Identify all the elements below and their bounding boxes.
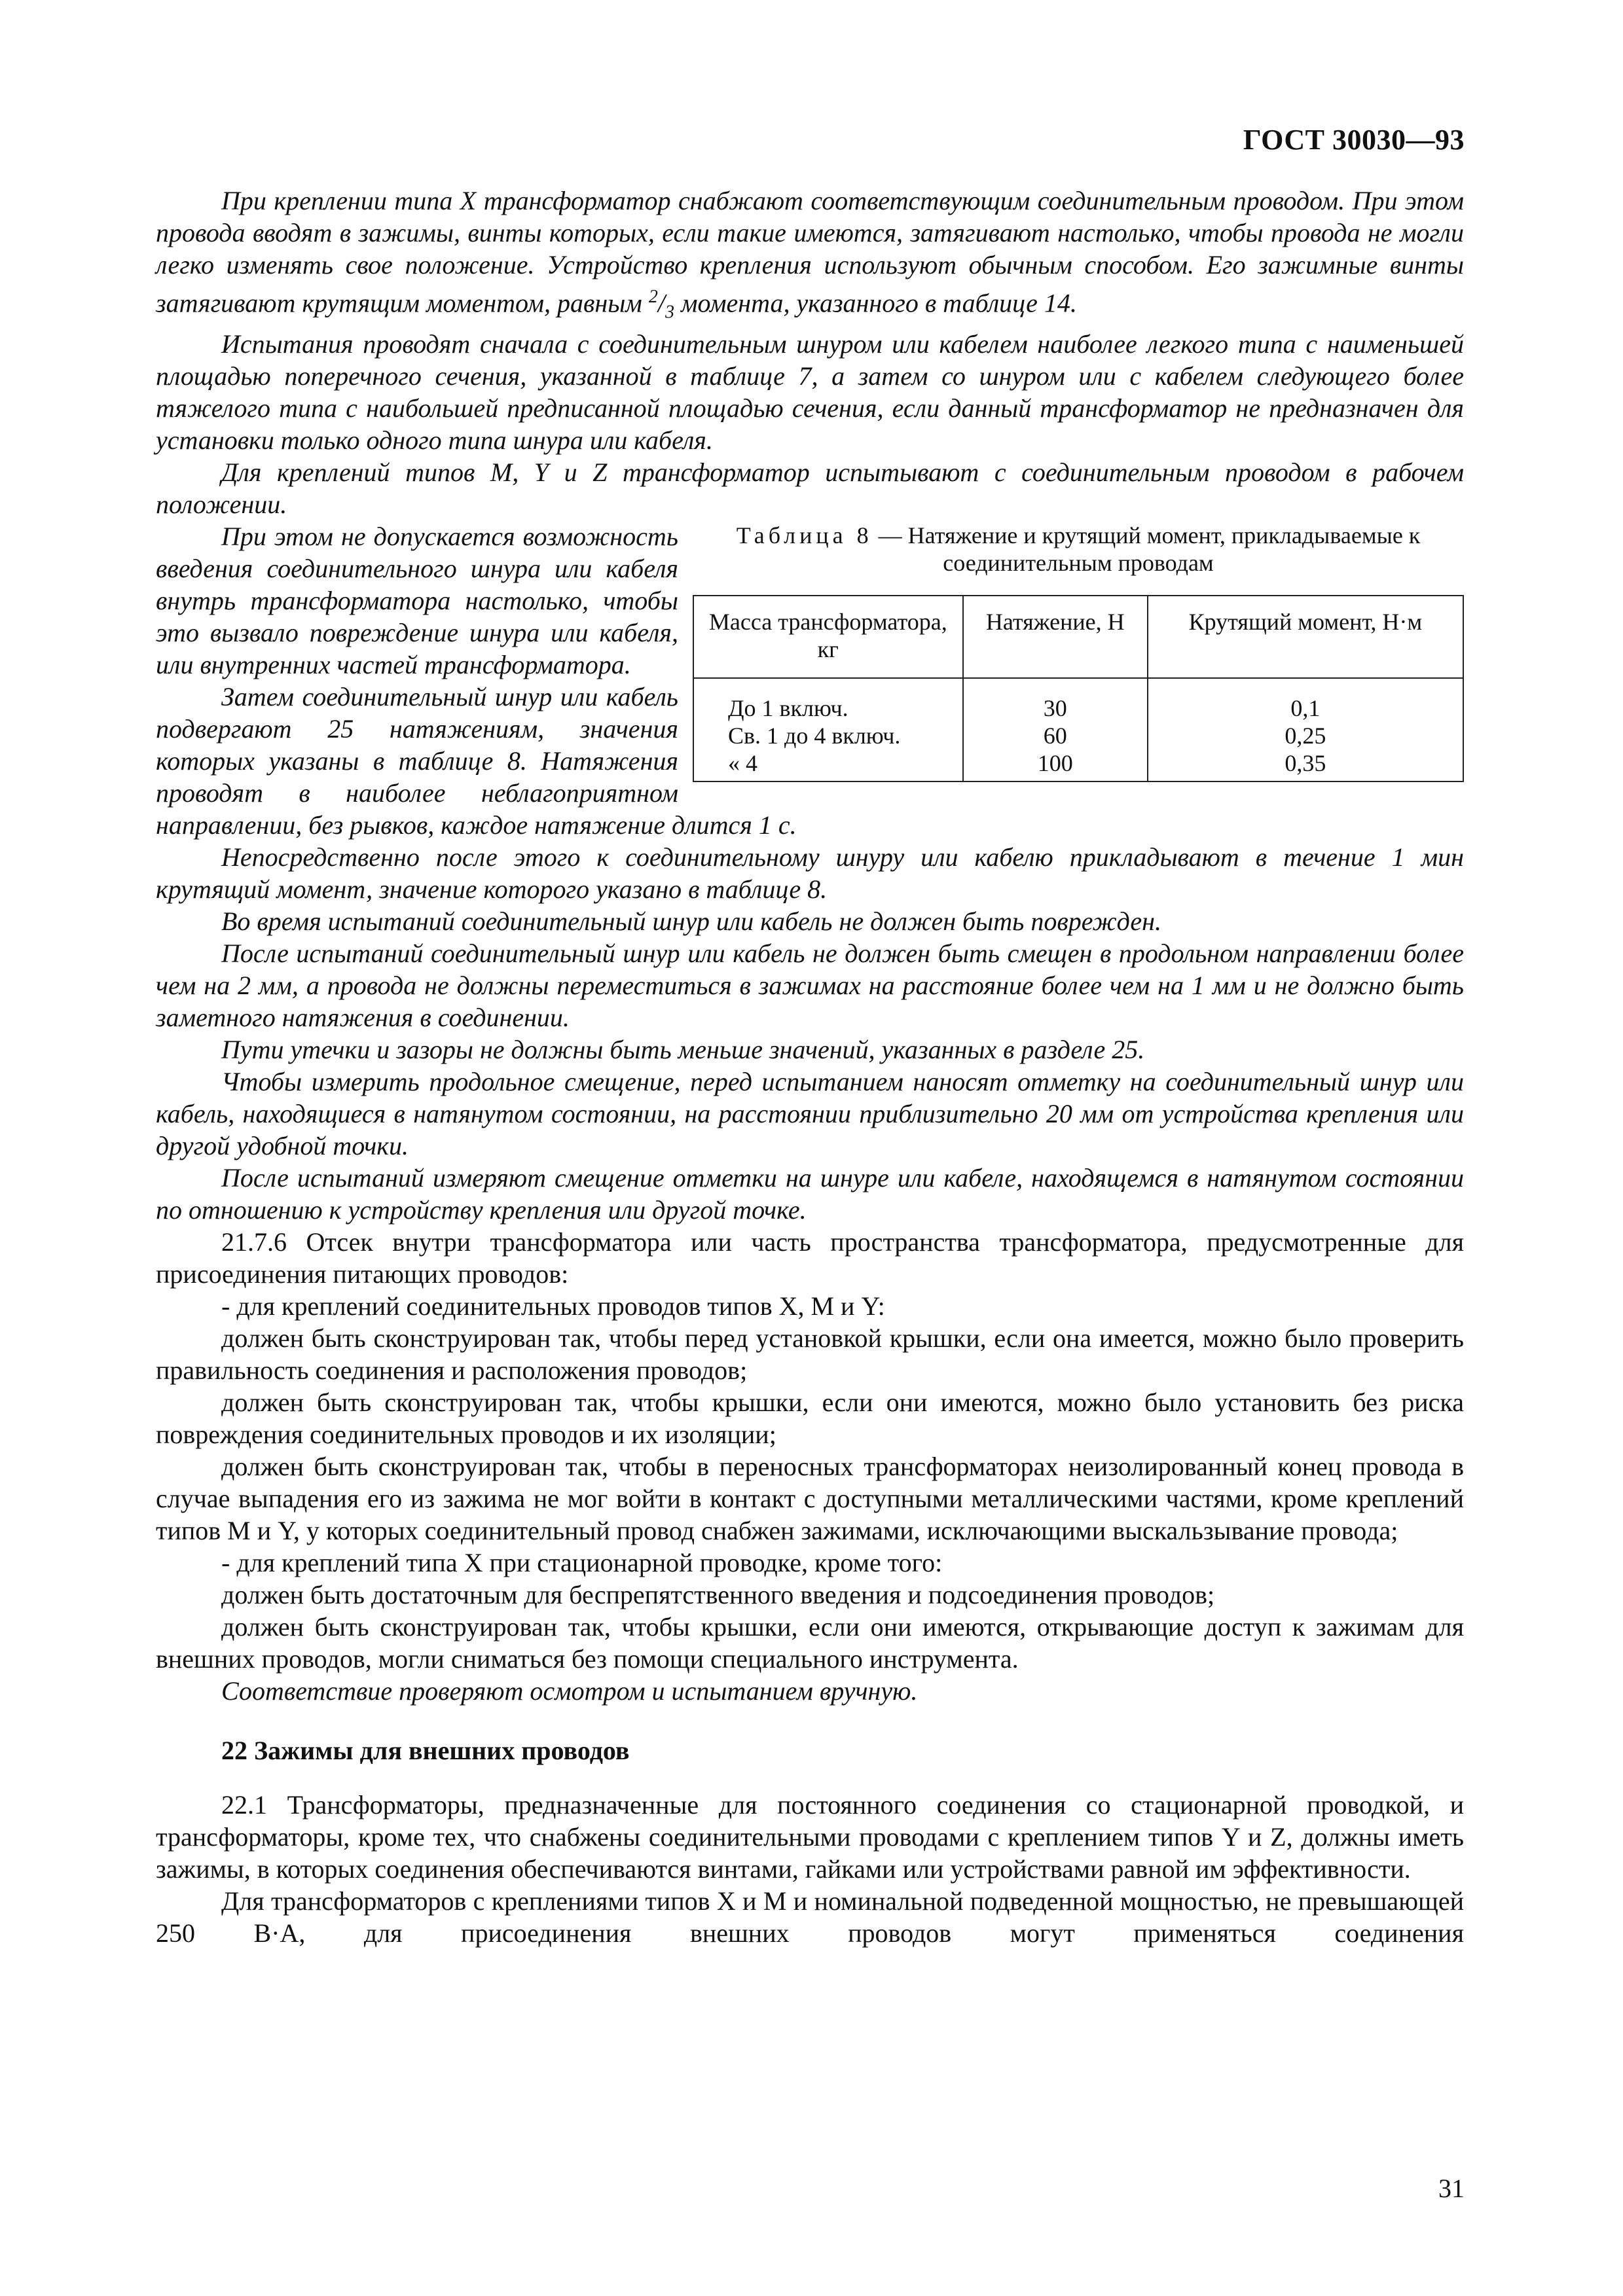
table-row (693, 749, 1463, 781)
paragraph: После испытаний измеряют смещение отметки на шнуре или кабеле, находящемся в натянутом состоянии по отношению к устройству крепления или другой точке. (156, 1163, 1464, 1225)
document-number: ГОСТ 30030—93 (1243, 124, 1465, 156)
paragraph: Непосредственно после этого к соединительному шнуру или кабелю прикладывают в течение 1 мин крутящий момент, значение которого указано в таблице 8. (156, 842, 1464, 905)
paragraph: должен быть сконструирован так, чтобы в переносных трансформаторах неизолированный конец провода в случае выпадения его из зажима не мог войти в контакт с доступными металлическими частями, кроме креплений типов M и Y, у которых соединительный провод снабжен зажимами, исключающими выскальзывание провода; (156, 1452, 1464, 1546)
table-caption: Таблица 8 — Натяжение и крутящий момент, прикладываемые к соединительным проводам (736, 522, 1421, 577)
paragraph: Во время испытаний соединительный шнур или кабель не должен быть поврежден. (221, 906, 1161, 937)
table-header-row (693, 596, 1463, 678)
clause-21-7-6: 21.7.6 Отсек внутри трансформатора или часть пространства трансформатора, предусмотренные для присоединения питающих проводов: (156, 1227, 1464, 1289)
paragraph: Затем соединительный шнур или кабель подвергают 25 натяжениям, значения которых указаны в таблице 8. Натяжения проводят в наиболее неблагоприятном направлении, без рывков, каждое натяжение длится 1 с. (156, 682, 797, 840)
paragraph: Для креплений типов M, Y и Z трансформатор испытывают с соединительным проводом в рабочем положении. (156, 457, 1464, 520)
paragraph: После испытаний соединительный шнур или кабель не должен быть смещен в продольном направлении более чем на 2 мм, а провода не должны переместиться в зажимах на расстояние более чем на 1 мм и не должно быть заметного натяжения в соединении. (156, 939, 1464, 1033)
table-cell: 0,35 (1148, 749, 1463, 781)
paragraph: Для трансформаторов с креплениями типов X и M и номинальной подведенной мощностью, не превышающей 250 В·А, для присоединения внешних проводов могут применяться соединения (156, 1886, 1464, 1948)
table-cell: Св. 1 до 4 включ. (693, 722, 963, 749)
conformity-note: Соответствие проверяют осмотром и испытанием вручную. (221, 1676, 918, 1706)
paragraph: При этом не допускается возможность введения соединительного шнура или кабеля внутрь трансформатора настолько, чтобы это вызвало повреждение шнура или кабеля, или внутренних частей трансформатора. (156, 522, 678, 680)
section-heading: 22 Зажимы для внешних проводов (221, 1736, 630, 1766)
paragraph: должен быть сконструирован так, чтобы крышки, если они имеются, открывающие доступ к зажимам для внешних проводов, могли сниматься без помощи специального инструмента. (156, 1612, 1464, 1674)
paragraph: должен быть сконструирован так, чтобы крышки, если они имеются, можно было установить без риска повреждения соединительных проводов и их изоляции; (156, 1388, 1464, 1450)
document-body (156, 185, 1464, 1949)
paragraph: Испытания проводят сначала с соединительным шнуром или кабелем наиболее легкого типа с наименьшей площадью поперечного сечения, указанной в таблице 7, а затем со шнуром или с кабелем следующего более тяжелого типа с наибольшей предписанной площадью сечения, если данный трансформатор не предназначен для установки только одного типа шнура или кабеля. (156, 329, 1464, 456)
table-row (693, 678, 1463, 722)
table-cell: До 1 включ. (693, 678, 963, 722)
column-header: Крутящий момент, Н·м (1148, 596, 1463, 678)
column-header: Натяжение, Н (963, 596, 1148, 678)
table-row (693, 722, 1463, 749)
table-cell: 100 (963, 749, 1148, 781)
table-cell: « 4 (693, 749, 963, 781)
table-cell: 30 (963, 678, 1148, 722)
paragraph: Чтобы измерить продольное смещение, перед испытанием наносят отметку на соединительный шнур или кабель, находящиеся в натянутом состоянии, на расстоянии приблизительно 20 мм от устройства крепления или другой удобной точки. (156, 1067, 1464, 1161)
data-table (693, 595, 1464, 782)
clause-22-1: 22.1 Трансформаторы, предназначенные для постоянного соединения со стационарной проводкой, и трансформаторы, кроме тех, что снабжены соединительными проводами с креплением типов Y и Z, должны иметь зажимы, в которых соединения обеспечиваются винтами, гайками или устройствами равной им эффективности. (156, 1790, 1464, 1884)
page-number: 31 (1438, 2174, 1465, 2203)
list-heading: - для креплений типа X при стационарной проводке, кроме того: (221, 1548, 943, 1578)
table-cell: 0,25 (1148, 722, 1463, 749)
table-8 (693, 520, 1464, 782)
paragraph: должен быть достаточным для беспрепятственного введения и подсоединения проводов; (221, 1580, 1215, 1610)
paragraph: должен быть сконструирован так, чтобы перед установкой крышки, если она имеется, можно было проверить правильность соединения и расположения проводов; (156, 1323, 1464, 1386)
paragraph: При креплении типа X трансформатор снабжают соответствующим соединительным проводом. При этом провода вводят в зажимы, винты которых, если такие имеются, затягивают настолько, чтобы провода не могли легко изменять свое положение. Устройство крепления используют обычным способом. Его зажимные винты затягивают крутящим моментом, равным $^2/_3$ момента, указанного в таблице 14. (156, 186, 1464, 323)
table-cell: 60 (963, 722, 1148, 749)
table-cell: 0,1 (1148, 678, 1463, 722)
column-header: Масса трансформатора, кг (693, 596, 963, 678)
paragraph: Пути утечки и зазоры не должны быть меньше значений, указанных в разделе 25. (221, 1035, 1145, 1065)
list-heading: - для креплений соединительных проводов типов X, M и Y: (221, 1291, 885, 1321)
